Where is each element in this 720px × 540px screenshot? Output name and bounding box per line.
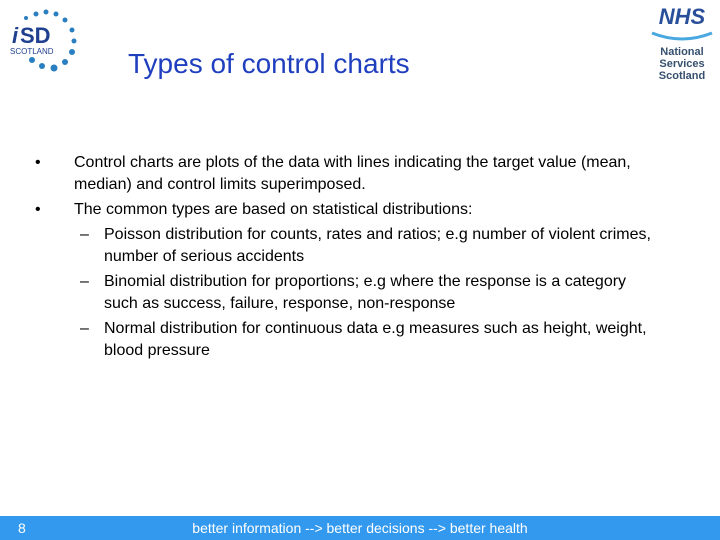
slide-title: Types of control charts: [128, 48, 410, 79]
svg-text:i: i: [12, 23, 19, 48]
svg-text:SD: SD: [20, 23, 51, 48]
sub-bullet-item: – Poisson distribution for counts, rates and ratios; e.g number of violent crimes, number of serious accidents: [80, 226, 651, 265]
slide-body: [0, 152, 720, 365]
page-number: 8: [18, 520, 26, 536]
footer-bar: [0, 516, 720, 540]
svg-text:SCOTLAND: SCOTLAND: [10, 47, 54, 56]
sub-bullet-item: – Normal distribution for continuous data e.g measures such as height, weight, blood pressure: [80, 320, 647, 359]
nhs-nss-logo: NHS National Services Scotland: [650, 6, 714, 82]
bullet-item: • Control charts are plots of the data with lines indicating the target value (mean, median) and control limits superimposed.: [35, 154, 631, 193]
wave-icon: [650, 31, 714, 41]
footer-tagline: better information --> better decisions --> better health: [192, 520, 528, 536]
isd-scotland-logo: [6, 8, 82, 74]
sub-bullet-item: – Binomial distribution for proportions; e.g where the response is a category such as success, failure, response, non-response: [80, 273, 627, 312]
bullet-item: • The common types are based on statistical distributions:: [35, 201, 473, 218]
